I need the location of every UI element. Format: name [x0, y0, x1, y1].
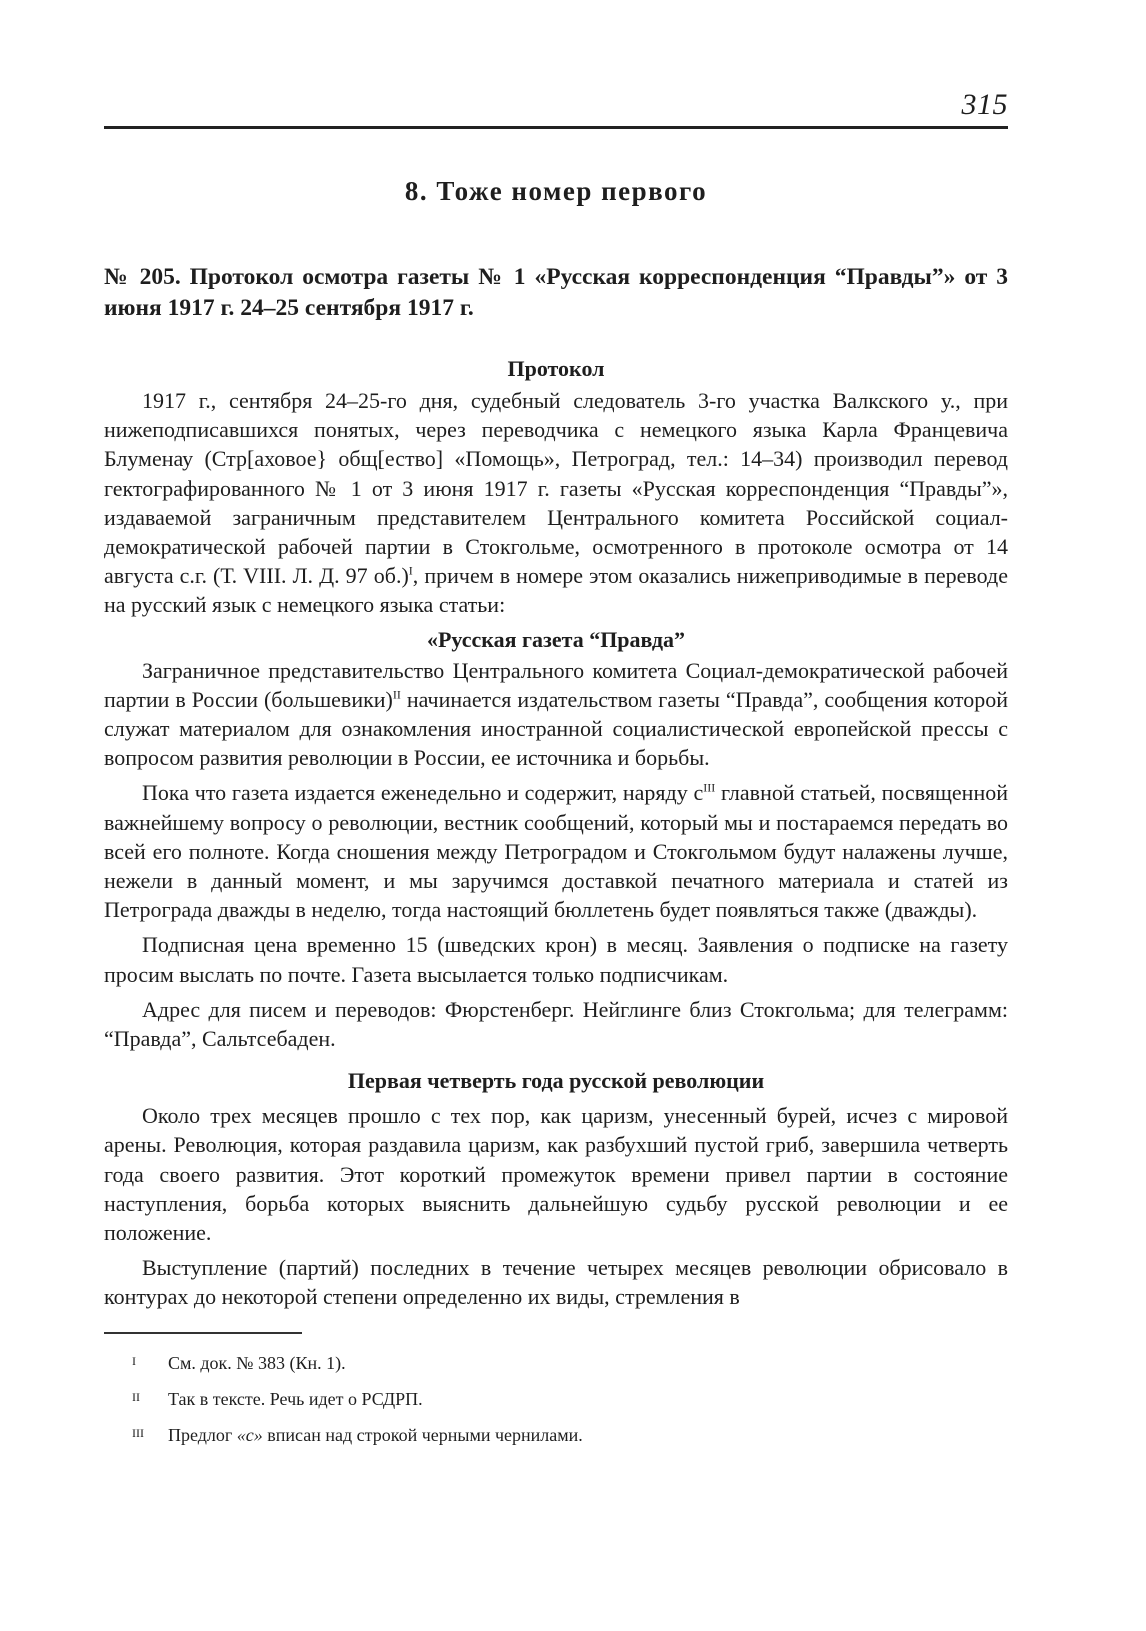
footnotes: [104, 1350, 1008, 1458]
article2-paragraph-1: Около трех месяцев прошло с тех пор, как царизм, унесенный бурей, исчез с мировой арены. Революция, которая раздавила царизм, как разбухший пустой гриб, завершила четверть года своего развития. Этот короткий промежуток времени привел партии в состояние наступления, борьба которых выяснить дальнейшую судьбу русской революции и ее положение.: [104, 1103, 1008, 1246]
article2-paragraph-2: Выступление (партий) последних в течение четырех месяцев революции обрисовало в контурах до некоторой степени определенно их виды, стремления в: [104, 1255, 1008, 1310]
footnote-2: [104, 1386, 1008, 1422]
article1-paragraph-1: [104, 656, 1008, 773]
a1p1-text-part1: Заграничное представительство Центрального комитета Социал-демократической рабочей партии в России (большевики): [104, 657, 1008, 712]
page-number: 315: [961, 88, 1008, 121]
article1-paragraph-2: [104, 778, 1008, 924]
footnote-mark: III: [132, 1426, 144, 1440]
protocol-heading: Протокол: [507, 356, 605, 381]
article1-paragraph-3: Подписная цена временно 15 (шведских крон) в месяц. Заявления о подписке на газету просим выслать по почте. Газета высылается только подписчикам.: [104, 932, 1008, 987]
footnote-text: [168, 1422, 583, 1448]
running-header: [104, 0, 1008, 129]
article-heading-first-quarter: Первая четверть года русской революции: [347, 1068, 765, 1094]
protocol-paragraph: [104, 386, 1008, 620]
a1p2-text-part1: Пока что газета издается еженедельно и содержит, наряду с: [142, 780, 704, 806]
section-title: 8. Тоже номер первого: [404, 176, 708, 206]
a1p2-text-part2: главной статьей, посвященной важнейшему вопросу о революции, вестник сообщений, который мы и постараемся передать во всей его полноте. Когда сношения между Петроградом и Стокгольмом будут налажены лучше, нежели в данный момент, и мы заручимся доставкой печатного материала и статей из Петрограда дважды в неделю, тогда настоящий бюллетень будет появляться также (дважды).: [104, 780, 1008, 923]
footnote-mark: I: [132, 1354, 136, 1368]
article1-paragraph-4: Адрес для писем и переводов: Фюрстенберг. Нейглинге близ Стокгольма; для телеграмм: “Правда”, Сальтсебаден.: [104, 996, 1008, 1052]
protocol-text-part2: , причем в номере этом оказались нижеприводимые в переводе на русский язык с немецкого языка статьи:: [104, 563, 1008, 618]
protocol-text-part1: 1917 г., сентября 24–25-го дня, судебный следователь 3-го участка Валкского у., при нижеподписавшихся понятых, через переводчика с немецкого языка Карла Францевича Блуменау (Стр[аховое} общ[ество] «Помощь», Петроград, тел.: 14–34) производил перевод гектографированного № 1 от 3 июня 1917 г. газеты «Русская корреспонденция “Правды”», издаваемой заграничным представителем Центрального комитета Российской социал-демократической рабочей партии в Стокгольме, осмотренного в протоколе осмотра от 14 августа с.г. (Т. VIII. Л. Д. 97 об.): [104, 388, 1008, 589]
footnote-divider: [104, 1332, 302, 1334]
footnote-text-part1: Предлог: [168, 1425, 237, 1445]
document-title: № 205. Протокол осмотра газеты № 1 «Русская корреспонденция “Правды”» от 3 июня 1917 г. 24–25 сентября 1917 г.: [104, 264, 1008, 321]
footnote-3: [104, 1422, 1008, 1458]
footnote-ref-2: II: [392, 687, 401, 702]
footnote-text: Так в тексте. Речь идет о РСДРП.: [168, 1389, 423, 1409]
footnote-text: См. док. № 383 (Кн. 1).: [168, 1353, 346, 1373]
footnote-text-part2: вписан над строкой черными чернилами.: [262, 1425, 583, 1445]
footnote-italic-preposition: «с»: [236, 1425, 263, 1445]
article-heading-pravda: «Русская газета “Правда”: [426, 626, 686, 652]
a1p1-text-part2: начинается издательством газеты “Правда”, сообщения которой служат материалом для ознакомления иностранной социалистической европейской прессы с вопросом развития революции в России, ее источника и борьбы.: [104, 686, 1008, 771]
footnote-ref-3: III: [703, 781, 716, 796]
footnote-ref-1: I: [408, 563, 413, 578]
page: [104, 0, 1008, 1312]
footnote-mark: II: [132, 1390, 140, 1404]
footnote-1: [104, 1350, 1008, 1386]
